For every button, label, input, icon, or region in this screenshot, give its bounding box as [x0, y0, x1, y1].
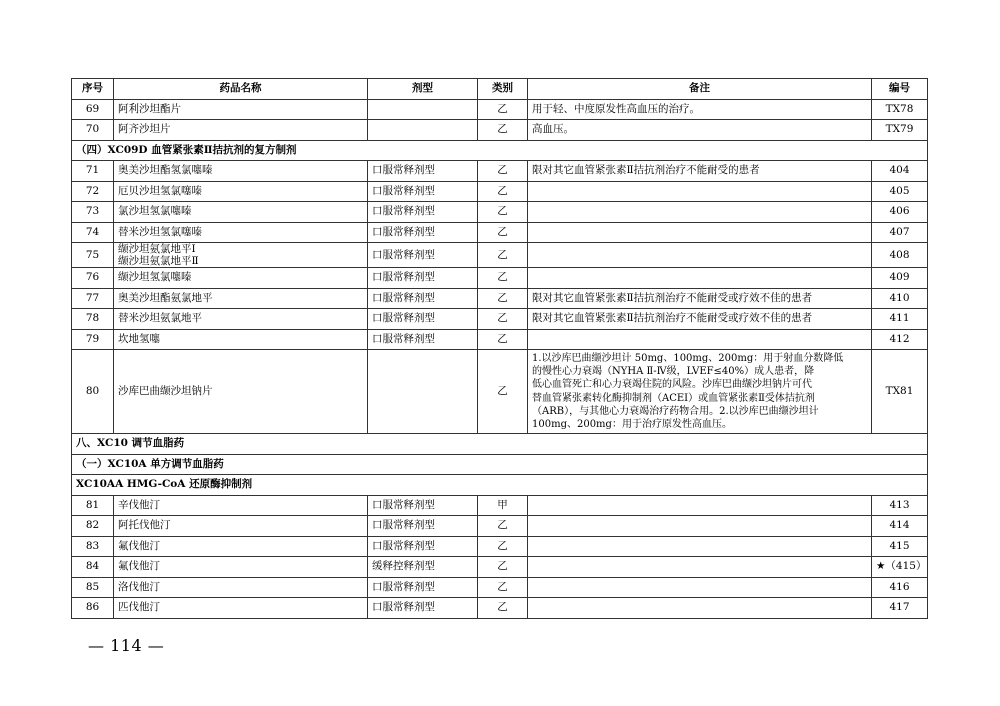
code-cell: 414	[872, 516, 928, 537]
category-cell: 乙	[478, 99, 528, 120]
header-seq: 序号	[72, 79, 114, 100]
code-cell: 406	[872, 202, 928, 223]
category-cell: 乙	[478, 288, 528, 309]
table-row	[72, 99, 928, 120]
note-cell	[528, 202, 872, 223]
note-cell	[528, 495, 872, 516]
table-row	[72, 268, 928, 289]
code-cell: 413	[872, 495, 928, 516]
note-cell	[528, 329, 872, 350]
note-line: 1.以沙库巴曲缬沙坦计 50mg、100mg、200mg：用于射血分数降低	[532, 353, 844, 364]
category-cell: 乙	[478, 350, 528, 434]
code-cell: 407	[872, 222, 928, 243]
drug-name-cell: 辛伐他汀	[114, 495, 368, 516]
table-row	[72, 350, 928, 434]
drug-name-cell	[114, 243, 368, 268]
category-cell: 乙	[478, 161, 528, 182]
code-cell: TX79	[872, 120, 928, 141]
drug-name-cell: 阿利沙坦酯片	[114, 99, 368, 120]
drug-name-cell: 奥美沙坦酯氢氯噻嗪	[114, 161, 368, 182]
note-cell	[528, 350, 872, 434]
drug-name-line: 缬沙坦氨氯地平Ⅰ	[118, 243, 196, 255]
code-cell: 405	[872, 181, 928, 202]
seq-cell: 79	[72, 329, 114, 350]
seq-cell: 78	[72, 309, 114, 330]
code-cell: 410	[872, 288, 928, 309]
seq-cell: 74	[72, 222, 114, 243]
category-cell: 乙	[478, 268, 528, 289]
seq-cell: 85	[72, 577, 114, 598]
code-cell: TX78	[872, 99, 928, 120]
dosage-form-cell: 口服常释剂型	[368, 309, 478, 330]
note-cell	[528, 536, 872, 557]
note-line: 低心血管死亡和心力衰竭住院的风险。沙库巴曲缬沙坦钠片可代	[532, 379, 812, 391]
seq-cell: 84	[72, 557, 114, 578]
dosage-form-cell: 缓释控释剂型	[368, 557, 478, 578]
note-cell: 限对其它血管紧张素Ⅱ拮抗剂治疗不能耐受或疗效不佳的患者	[528, 309, 872, 330]
seq-cell: 70	[72, 120, 114, 141]
note-cell: 限对其它血管紧张素Ⅱ拮抗剂治疗不能耐受的患者	[528, 161, 872, 182]
table-row	[72, 181, 928, 202]
drug-name-cell: 氯沙坦氢氯噻嗪	[114, 202, 368, 223]
dosage-form-cell: 口服常释剂型	[368, 202, 478, 223]
category-cell: 乙	[478, 243, 528, 268]
table-row	[72, 598, 928, 619]
drug-name-cell: 氟伐他汀	[114, 557, 368, 578]
seq-cell: 76	[72, 268, 114, 289]
note-line: 替血管紧张素转化酶抑制剂（ACEI）或血管紧张素Ⅱ受体拮抗剂	[532, 392, 815, 404]
table-row	[72, 577, 928, 598]
code-cell: 415	[872, 536, 928, 557]
header-drug-name: 药品名称	[114, 79, 368, 100]
seq-cell: 83	[72, 536, 114, 557]
header-dosage-form: 剂型	[368, 79, 478, 100]
seq-cell: 81	[72, 495, 114, 516]
category-cell: 乙	[478, 536, 528, 557]
section-heading: 八、XC10 调节血脂药	[72, 434, 928, 455]
seq-cell: 73	[72, 202, 114, 223]
header-note: 备注	[528, 79, 872, 100]
category-cell: 乙	[478, 202, 528, 223]
drug-name-cell: 替米沙坦氢氯噻嗪	[114, 222, 368, 243]
seq-cell: 77	[72, 288, 114, 309]
category-cell: 乙	[478, 181, 528, 202]
table-row	[72, 222, 928, 243]
note-cell: 限对其它血管紧张素Ⅱ拮抗剂治疗不能耐受或疗效不佳的患者	[528, 288, 872, 309]
dosage-form-cell: 口服常释剂型	[368, 516, 478, 537]
drug-name-line: 缬沙坦氨氯地平Ⅱ	[118, 255, 199, 267]
seq-cell: 80	[72, 350, 114, 434]
note-cell: 高血压。	[528, 120, 872, 141]
dosage-form-cell	[368, 350, 478, 434]
drug-name-cell: 阿托伐他汀	[114, 516, 368, 537]
dosage-form-cell: 口服常释剂型	[368, 577, 478, 598]
table-row	[72, 161, 928, 182]
table-row	[72, 557, 928, 578]
category-cell: 甲	[478, 495, 528, 516]
section-row	[72, 434, 928, 455]
drug-name-cell: 替米沙坦氨氯地平	[114, 309, 368, 330]
category-cell: 乙	[478, 120, 528, 141]
note-cell	[528, 181, 872, 202]
drug-name-cell: 氟伐他汀	[114, 536, 368, 557]
note-cell: 用于轻、中度原发性高血压的治疗。	[528, 99, 872, 120]
table-row	[72, 202, 928, 223]
category-cell: 乙	[478, 329, 528, 350]
table-row	[72, 536, 928, 557]
dosage-form-cell	[368, 99, 478, 120]
table-header-row	[72, 79, 928, 100]
category-cell: 乙	[478, 222, 528, 243]
drug-name-cell: 缬沙坦氢氯噻嗪	[114, 268, 368, 289]
seq-cell: 82	[72, 516, 114, 537]
table-row	[72, 495, 928, 516]
category-cell: 乙	[478, 516, 528, 537]
note-cell	[528, 598, 872, 619]
code-cell: 416	[872, 577, 928, 598]
code-cell: 408	[872, 243, 928, 268]
dosage-form-cell: 口服常释剂型	[368, 495, 478, 516]
section-heading: （一）XC10A 单方调节血脂药	[72, 454, 928, 475]
category-cell: 乙	[478, 598, 528, 619]
note-cell	[528, 516, 872, 537]
seq-cell: 72	[72, 181, 114, 202]
table-row	[72, 329, 928, 350]
code-cell: 411	[872, 309, 928, 330]
category-cell: 乙	[478, 309, 528, 330]
dosage-form-cell: 口服常释剂型	[368, 161, 478, 182]
section-heading: XC10AA HMG-CoA 还原酶抑制剂	[72, 475, 928, 496]
dosage-form-cell: 口服常释剂型	[368, 222, 478, 243]
code-cell: 412	[872, 329, 928, 350]
note-line: 的慢性心力衰竭（NYHA Ⅱ-Ⅳ级，LVEF≤40%）成人患者，降	[532, 366, 815, 378]
dosage-form-cell: 口服常释剂型	[368, 288, 478, 309]
code-cell: TX81	[872, 350, 928, 434]
section-row	[72, 475, 928, 496]
header-category: 类别	[478, 79, 528, 100]
section-heading: （四）XC09D 血管紧张素Ⅱ拮抗剂的复方制剂	[72, 140, 928, 161]
seq-cell: 75	[72, 243, 114, 268]
dosage-form-cell: 口服常释剂型	[368, 598, 478, 619]
drug-name-cell: 厄贝沙坦氢氯噻嗪	[114, 181, 368, 202]
drug-name-cell: 坎地氢噻	[114, 329, 368, 350]
table-row	[72, 120, 928, 141]
table-row	[72, 516, 928, 537]
code-cell: 409	[872, 268, 928, 289]
code-cell: ★（415）	[872, 557, 928, 578]
seq-cell: 71	[72, 161, 114, 182]
drug-list-table	[71, 78, 928, 619]
code-cell: 404	[872, 161, 928, 182]
page-number: — 114 —	[88, 636, 165, 655]
seq-cell: 86	[72, 598, 114, 619]
table-row	[72, 288, 928, 309]
table-row	[72, 243, 928, 268]
drug-name-cell: 阿齐沙坦片	[114, 120, 368, 141]
header-code: 编号	[872, 79, 928, 100]
dosage-form-cell: 口服常释剂型	[368, 243, 478, 268]
drug-name-cell: 匹伐他汀	[114, 598, 368, 619]
note-cell	[528, 577, 872, 598]
note-cell	[528, 268, 872, 289]
drug-name-cell: 洛伐他汀	[114, 577, 368, 598]
dosage-form-cell: 口服常释剂型	[368, 536, 478, 557]
note-cell	[528, 557, 872, 578]
note-line: 100mg、200mg：用于治疗原发性高血压。	[532, 419, 732, 431]
dosage-form-cell: 口服常释剂型	[368, 329, 478, 350]
table-row	[72, 309, 928, 330]
table-body	[72, 99, 928, 618]
note-cell	[528, 243, 872, 268]
note-cell	[528, 222, 872, 243]
drug-name-cell: 沙库巴曲缬沙坦钠片	[114, 350, 368, 434]
dosage-form-cell: 口服常释剂型	[368, 268, 478, 289]
seq-cell: 69	[72, 99, 114, 120]
note-line: （ARB），与其他心力衰竭治疗药物合用。2.以沙库巴曲缬沙坦计	[532, 405, 819, 417]
category-cell: 乙	[478, 577, 528, 598]
category-cell: 乙	[478, 557, 528, 578]
code-cell: 417	[872, 598, 928, 619]
dosage-form-cell	[368, 120, 478, 141]
section-row	[72, 454, 928, 475]
section-row	[72, 140, 928, 161]
drug-name-cell: 奥美沙坦酯氨氯地平	[114, 288, 368, 309]
dosage-form-cell: 口服常释剂型	[368, 181, 478, 202]
